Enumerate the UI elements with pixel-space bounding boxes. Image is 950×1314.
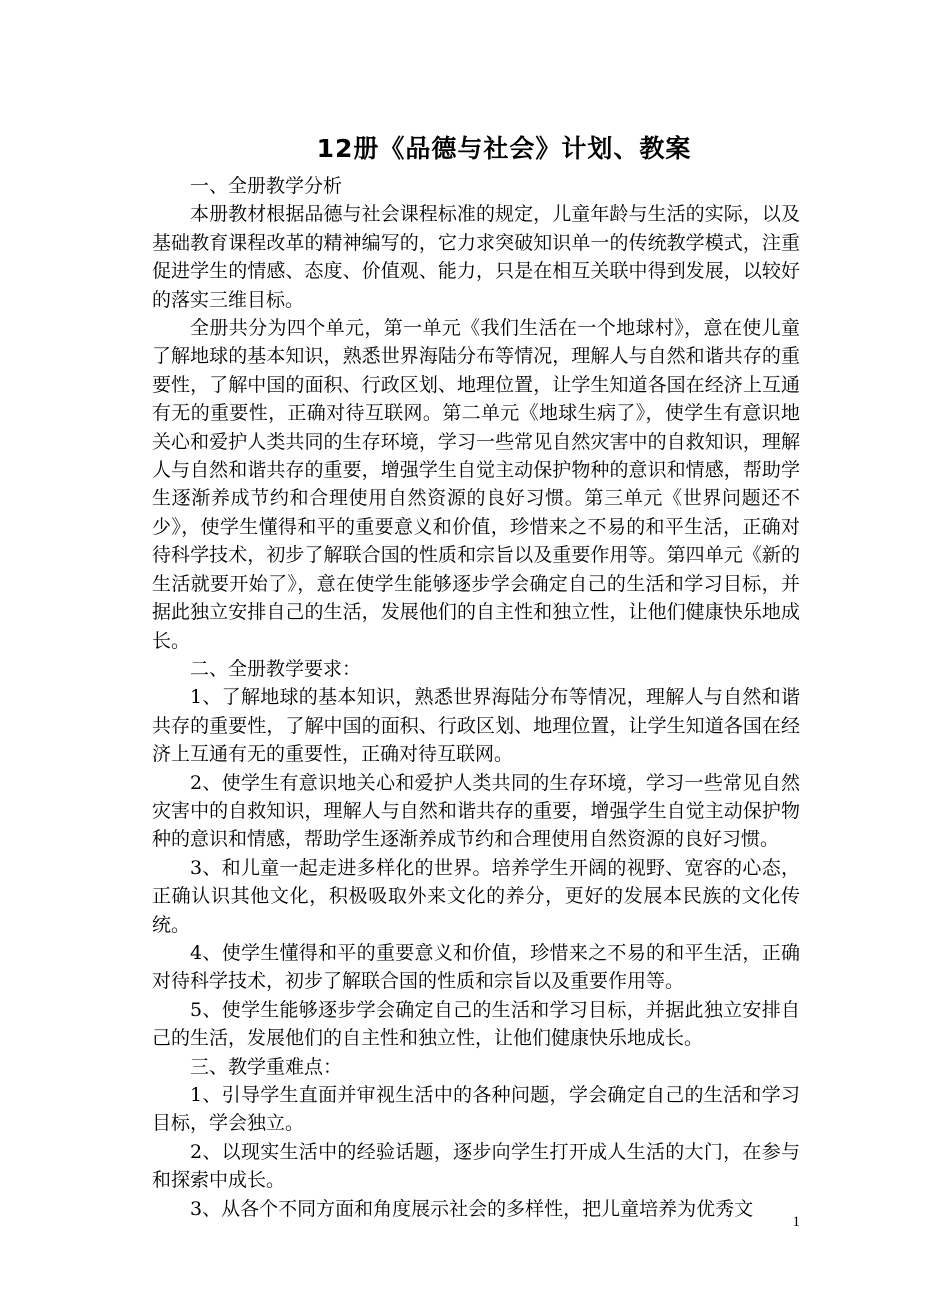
key-point-item-1: 1、引导学生直面并审视生活中的各种问题，学会确定自己的生活和学习目标，学会独立。 xyxy=(152,1084,800,1135)
requirement-item-4: 4、使学生懂得和平的重要意义和价值，珍惜来之不易的和平生活，正确对待科学技术，初步了解联合国的性质和宗旨以及重要作用等。 xyxy=(152,941,800,993)
paragraph-units: 全册共分为四个单元，第一单元《我们生活在一个地球村》，意在使儿童了解地球的基本知识，熟悉世界海陆分布等情况，理解人与自然和谐共存的重要性，了解中国的面积、行政区划、地理位置，让学生知道各国在经济上互通有无的重要性，正确对待互联网。第二单元《地球生病了》，使学生有意识地关心和爱护人类共同的生存环境，学习一些常见自然灾害中的自救知识，理解人与自然和谐共存的重要，增强学生自觉主动保护物种的意识和情感，帮助学生逐渐养成节约和合理使用自然资源的良好习惯。第三单元《世界问题还不少》，使学生懂得和平的重要意义和价值，珍惜来之不易的和平生活，正确对待科学技术，初步了解联合国的性质和宗旨以及重要作用等。第四单元《新的生活就要开始了》，意在使学生能够逐步学会确定自己的生活和学习目标，并据此独立安排自己的生活，发展他们的自主性和独立性，让他们健康快乐地成长。 xyxy=(152,317,800,652)
section-heading-key-points: 三、教学重难点： xyxy=(190,1055,343,1078)
requirement-item-2: 2、使学生有意识地关心和爱护人类共同的生存环境，学习一些常见自然灾害中的自救知识，理解人与自然和谐共存的重要，增强学生自觉主动保护物种的意识和情感，帮助学生逐渐养成节约和合理使用自然资源的良好习惯。 xyxy=(152,771,800,851)
section-heading-analysis: 一、全册教学分析 xyxy=(190,175,343,197)
requirement-item-1: 1、了解地球的基本知识，熟悉世界海陆分布等情况，理解人与自然和谐共存的重要性，了解中国的面积、行政区划、地理位置，让学生知道各国在经济上互通有无的重要性，正确对待互联网。 xyxy=(152,686,800,766)
page-number: 1 xyxy=(792,1214,800,1230)
document-body xyxy=(152,172,800,1223)
key-point-item-2: 2、以现实生活中的经验话题，逐步向学生打开成人生活的大门，在参与和探索中成长。 xyxy=(152,1140,800,1192)
requirement-item-5: 5、使学生能够逐步学会确定自己的生活和学习目标，并据此独立安排自己的生活，发展他们的自主性和独立性，让他们健康快乐地成长。 xyxy=(152,998,800,1050)
document-title: 12册《品德与社会》计划、教案 xyxy=(316,134,692,163)
section-heading-requirements: 二、全册教学要求： xyxy=(190,657,362,680)
paragraph-overview: 本册教材根据品德与社会课程标准的规定，儿童年龄与生活的实际，以及基础教育课程改革的精神编写的，它力求突破知识单一的传统教学模式，注重促进学生的情感、态度、价值观、能力，只是在相互关联中得到发展，以较好的落实三维目标。 xyxy=(152,203,800,311)
requirement-item-3: 3、和儿童一起走进多样化的世界。培养学生开阔的视野、宽容的心态，正确认识其他文化，积极吸取外来文化的养分，更好的发展本民族的文化传统。 xyxy=(152,856,800,936)
key-point-item-3: 3、从各个不同方面和角度展示社会的多样性，把儿童培养为优秀文 xyxy=(190,1197,754,1220)
